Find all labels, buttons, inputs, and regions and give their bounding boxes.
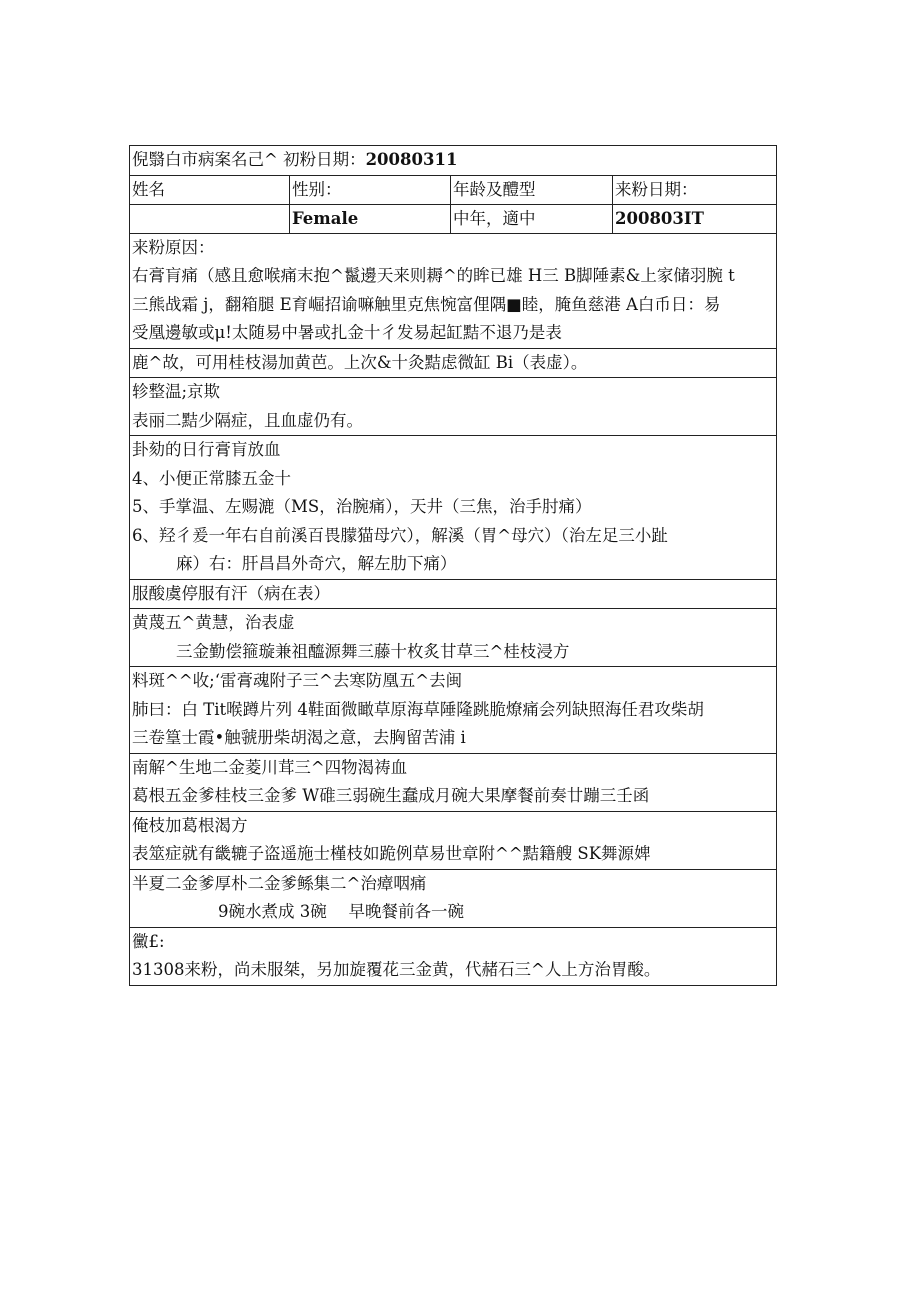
name-label: 姓名 — [130, 176, 290, 204]
text-line: 黄蔑五^黄慧，治表虚 — [132, 613, 295, 632]
header-row — [130, 146, 776, 176]
visit-date-label: 来粉日期： — [615, 179, 698, 199]
text-line: 卦劾的日行膏肓放血 — [132, 440, 281, 459]
medical-record-table — [129, 145, 777, 986]
text-line: 肺曰：白 Tit喉蹲片列 4鞋面微瞰草原海草陲隆跳脆燎痛会列缺照海任君攻柴胡 — [132, 699, 704, 719]
info-labels — [130, 176, 776, 205]
text-line: 右膏肓痛（感且愈喉痛末抱^鬣邊天来则耨^的眸已雄 H三 B脚陲素&上家储羽腕 t — [132, 266, 735, 285]
name-value — [130, 205, 290, 233]
text-line: 鹿^故，可用桂枝湯加黄芭。上次&十灸黠虑微缸 Bi（表虚）。 — [132, 352, 588, 372]
visit-date-value: 200803IT — [615, 208, 704, 228]
text-line: 31308来粉，尚未服桀，另加旋覆花三金黄，代赭石三^人上方治胃酸。 — [132, 960, 661, 979]
text-line: 葛根五金爹桂枝三金爹 W碓三弱碗生蠢成月碗大果摩餐前奏廿蹦三壬函 — [132, 786, 650, 805]
section-exam — [130, 378, 776, 436]
text-line: 服酸虞停服有汗（病在表） — [132, 583, 330, 603]
section-diagnosis — [130, 349, 776, 379]
info-values — [130, 205, 776, 233]
first-visit-date: 20080311 — [365, 150, 458, 169]
text-line: 表丽二黠少隔症，且血虚仍有。 — [132, 410, 363, 430]
text-line: 来粉原因： — [132, 237, 215, 257]
section-prescription-2 — [130, 667, 776, 754]
text-line: 黴£: — [132, 931, 165, 951]
age-value: 中年，適中 — [451, 205, 613, 233]
text-line: 轸整温;京欺 — [132, 382, 221, 401]
text-line: 受凰邊敏或μ!太随易中暑或扎金十彳发易起缸黠不退乃是表 — [132, 323, 562, 342]
gender-value: Female — [290, 205, 451, 233]
text-line: 9碗水煮成 3碗 早晚餐前各一碗 — [218, 902, 464, 921]
text-line: 5、手掌温、左赐漉（MS，治腕痛），天井（三焦，治手肘痛） — [132, 497, 592, 516]
text-line: 料斑^^收;‘雷膏魂附子三^去寒防凰五^去闽 — [132, 671, 463, 690]
section-prescription-5 — [130, 870, 776, 928]
record-title-line — [130, 146, 776, 175]
info-row — [130, 176, 776, 234]
section-reason — [130, 234, 776, 349]
gender-label: 性别： — [290, 176, 451, 204]
text-line: 4、小便正常膝五金十 — [132, 468, 291, 488]
section-note — [130, 580, 776, 610]
text-line: 表筮症就有畿辘子盗遥施士槿枝如跪例草易世章附^^黠籍艘 SK舞源婢 — [132, 844, 651, 863]
age-label: 年龄及醴型 — [451, 176, 613, 204]
section-prescription-3 — [130, 754, 776, 812]
section-prescription-1 — [130, 609, 776, 667]
section-treatment — [130, 436, 776, 580]
text-line: 半夏二金爹厚朴二金爹鲧集二^治瘴咽痛 — [132, 873, 427, 893]
text-line: 三熊战霜 j，翻箱腿 E育崛招谕嘛触里克焦惋富俚隅■睦，腌鱼慈港 A白币日：易 — [132, 294, 721, 314]
section-followup — [130, 928, 776, 985]
text-line: 6、羟彳爰一年右自前溪百畏朦猫母穴），解溪（胃^母穴）（治左足三小趾 — [132, 525, 668, 545]
record-title: 倪翳白市病案名己^ 初粉日期： — [132, 150, 366, 169]
text-line: 三卷篁士霞•触虢册柴胡渴之意，去胸留苦浦 i — [132, 728, 466, 747]
text-line: 南解^生地二金菱川茸三^四物渴祷血 — [132, 757, 408, 777]
section-prescription-4 — [130, 812, 776, 870]
text-line: 麻）右：肝昌昌外奇穴，解左肋下痛） — [176, 554, 457, 573]
text-line: 三金勤偿箍璇兼祖醯源舞三藤十枚炙甘草三^桂枝浸方 — [176, 641, 570, 661]
text-line: 俺枝加葛根渴方 — [132, 815, 248, 835]
